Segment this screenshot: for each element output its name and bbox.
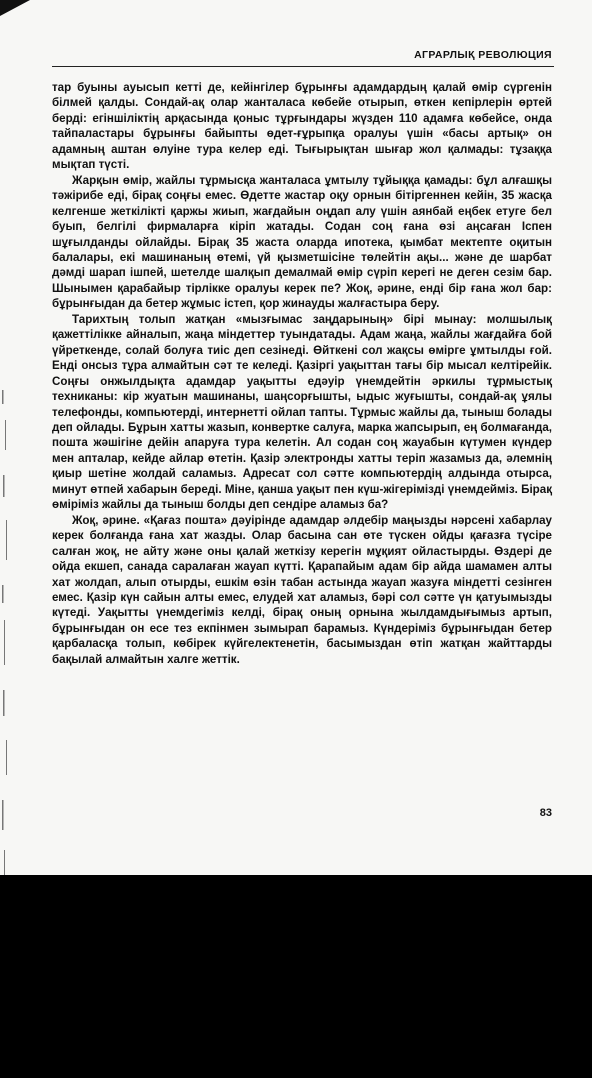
paragraph: тар буыны ауысып кетті де, кейінгілер бұрынғы адамдардың қалай өмір сүргенін білмей қалды. Сондай-ақ олар жанталаса көбейе отырып, өткен кепірлерін өртей берді: егіншіліктің арқасында қоныс тұрғындары жүзден 110 адамға көбейсе, онда тайпаластары бұрынғы байыпты өдет-ғұрыпқа оралуы үшін «басы артық» он адамның аштан өлуіне тура келер еді. Тығырықтан шығар жол қалмады: тұзаққа мықтап түсті. — [52, 81, 552, 172]
page-number: 83 — [539, 807, 552, 819]
paragraph: Жоқ, әрине. «Қағаз пошта» дәуірінде адамдар әлдебір маңызды нәрсені хабарлау керек болғанда ғана хат жазды. Олар басына сан өте түскен ойды қағазға түсіре салған жоқ, не айту және оны қалай жеткізу керегін мұқият ойластырды. Өздері де ойда екшеп, санада саралаған жауап күтті. Қарапайым адам бір айда шамамен алты хат жолдап, алып отырды, ешкім өзін табан астында жауап жазуға міндетті сезінген емес. Қазір күн сайын алты емес, елудей хат аламыз, бәрі сол сәтте үн қатуымызды күтеді. Уақытты үнемдегіміз келді, бірақ оның орнына жылдамдығымыз артып, бұрынғыдан он есе тез екпінмен зымырап барамыз. Күндеріміз бұрынғыдан бетер қарбаласқа толып, көбірек күйгелектенетін, басымыздан өтіп жатқан жайттарды бақылай алмайтын халге жеттік. — [52, 513, 552, 666]
scan-corner-mark — [0, 0, 30, 16]
main-text — [52, 80, 552, 667]
scan-dark-margin — [0, 875, 592, 1078]
paragraph: Жарқын өмір, жайлы тұрмысқа жанталаса ұмтылу тұйыққа қамады: бұл алғашқы тәжірибе еді, бірақ соңғы емес. Өдетте жастар оқу орнын бітіргеннен кейін, 35 жасқа келгенше жеткілікті қаржы жиып, жағдайын оңдап алу үшін аянбай еңбек етуге бел буып, белгілі фирмаларға кіріп жатады. Содан соң ғана өзі аңсаған Іспен шұғылданды ойлайды. Бірақ 35 жаста оларда ипотека, қымбат мектепте оқитын балалары, екі машинаның өтемі, үй қызметшісіне төлейтін ақы... және де шарбат дәмді шарап ішпей, шетелде шалқып демалмай өмір сүріп керегі не деген сезім бар. Шынымен қарабайыр тірлікке оралуы керек пе? Жоқ, әрине, енді бір ғана жол бар: бұрынғыдан да бетер жұмыс істеп, қор жинауды жалғастыра беру. — [52, 173, 552, 311]
header-rule — [52, 66, 554, 67]
scan-gutter-noise — [0, 380, 10, 900]
paragraph: Тарихтың толып жатқан «мызғымас заңдарының» бірі мынау: молшылық қажеттілікке айналып, жаңа міндеттер туындатады. Адам жаңа, жайлы жағдайға бой үйреткенде, солай болуға тиіс деп сезінеді. Өйткені сол жақсы өмірге ұмтылды ғой. Енді онсыз тұра алмайтын сәт те келеді. Қазіргі уақыттан тағы бір мысал келтірейік. Соңғы онжылдықта адамдар уақытты едәуір үнемдейтін әркилы тұрмыстық техниканы: кір жуатын машинаны, шаңсорғышты, ыдыс жуғышты, сондай-ақ ұялы телефонды, компьютерді, интернетті ойлап тапты. Тұрмыс жайлы да, тыныш болады деп ойлады. Бұрын хатты жазып, конвертке салуға, марка жапсырып, ең болмағанда, пошта жәшігіне дейін апаруға тура келетін. Ал содан соң жауабын күтумен күндер мен апталар, кейде айлар өтетін. Қазір электронды хатты теріп жазамыз да, әлемнің қиыр шетіне жолдай саламыз. Адресат сол сәтте компьютердің алдында отырса, минут өтпей хабарын береді. Міне, қанша уақыт пен күш-жігерімізді үнемдейміз. Бірақ өміріміз жайлы да тыныш болды деп сендіре аламыз ба? — [52, 312, 552, 512]
running-title: АГРАРЛЫҚ РЕВОЛЮЦИЯ — [414, 49, 552, 61]
